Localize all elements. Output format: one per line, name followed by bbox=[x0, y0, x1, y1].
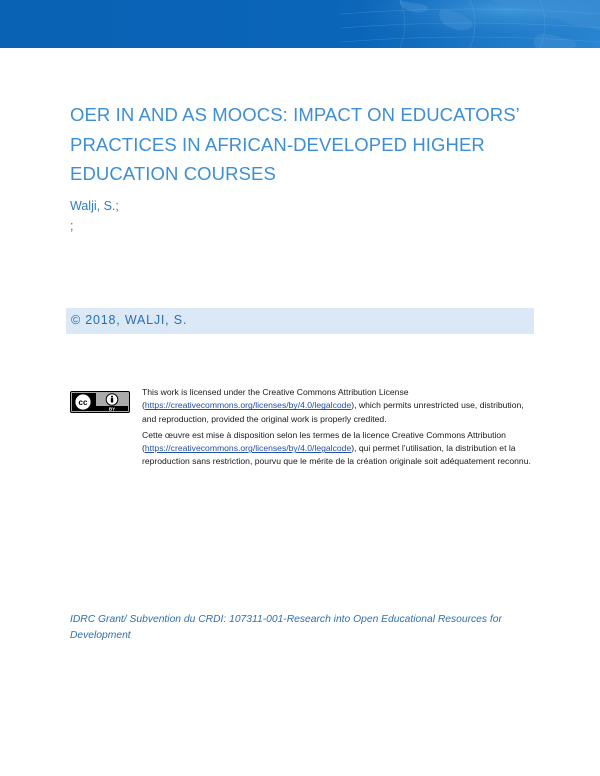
copyright-text: © 2018, WALJI, S. bbox=[71, 313, 188, 327]
license-english: This work is licensed under the Creative Commons Attribution License (https://creativecommons.org/licenses/by/4.0/legalcode), which permits unrestricted use, distribution, and reproduction, provided the original work is properly credited. bbox=[142, 387, 524, 424]
author-name: Walji, S.; bbox=[70, 199, 119, 213]
svg-text:cc: cc bbox=[78, 398, 88, 407]
license-text bbox=[142, 386, 537, 472]
world-map-graphic bbox=[340, 0, 600, 48]
license-french: Cette œuvre est mise à disposition selon les termes de la licence Creative Commons Attribution (https://creativecommons.org/licenses/by/4.0/legalcode), qui permet l’utilisation, la distribution et la reproduction sans restriction, pourvu que le mérite de la création originale soit adéquatement reconnu. bbox=[142, 429, 531, 467]
grant-info: IDRC Grant/ Subvention du CRDI: 107311-001-Research into Open Educational Resources for Development bbox=[70, 614, 502, 641]
copyright-bar bbox=[66, 308, 534, 334]
cc-by-license-icon bbox=[70, 391, 130, 413]
author-affiliation: ; bbox=[70, 219, 74, 233]
header-banner bbox=[0, 0, 600, 48]
license-link-english[interactable]: https://creativecommons.org/licenses/by/4.0/legalcode bbox=[144, 400, 352, 411]
document-title: OER IN AND AS MOOCS: IMPACT ON EDUCATORS’ PRACTICES IN AFRICAN-DEVELOPED HIGHER EDUCATION COURSES bbox=[70, 104, 520, 184]
license-link-french[interactable]: https://creativecommons.org/licenses/by/4.0/legalcode bbox=[144, 443, 352, 454]
cc-by-label: BY bbox=[108, 406, 116, 412]
